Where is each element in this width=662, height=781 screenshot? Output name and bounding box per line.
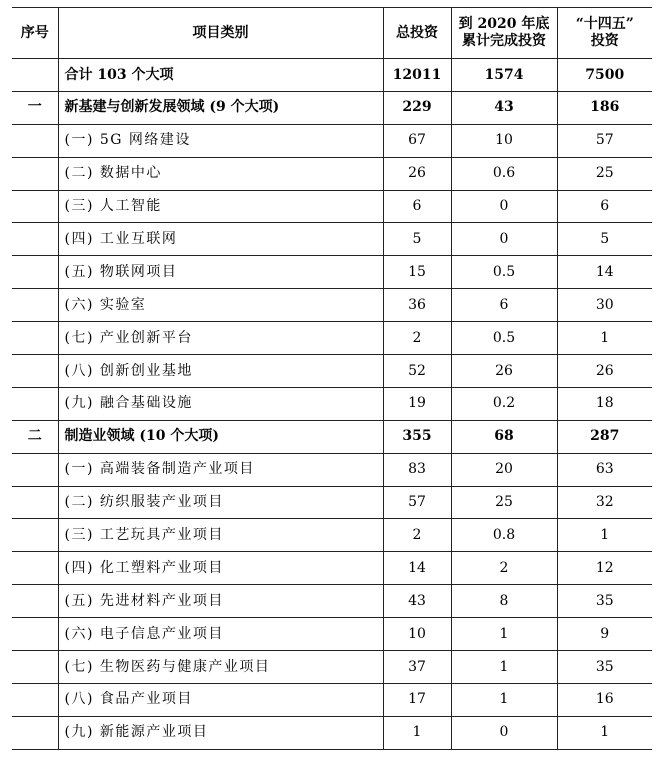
row-total-investment: 17 (383, 683, 451, 716)
row-seq: 一 (12, 91, 58, 124)
row-category: (八) 食品产业项目 (58, 683, 383, 716)
row-14th-plan: 9 (557, 618, 652, 651)
header-14th-plan-line2: 投资 (590, 33, 619, 49)
row-category: (六) 电子信息产业项目 (58, 618, 383, 651)
row-by-2020: 0 (451, 716, 557, 749)
row-14th-plan: 63 (557, 453, 652, 486)
row-14th-plan: 26 (557, 355, 652, 388)
row-by-2020: 0.5 (451, 322, 557, 355)
row-by-2020: 0 (451, 223, 557, 256)
row-total-investment: 6 (383, 190, 451, 223)
row-category: (五) 先进材料产业项目 (58, 585, 383, 618)
row-seq (12, 59, 58, 92)
row-by-2020: 25 (451, 486, 557, 519)
table-row (12, 387, 652, 420)
header-row (12, 8, 652, 59)
row-by-2020: 0 (451, 190, 557, 223)
row-category: 合计 103 个大项 (58, 59, 383, 92)
row-14th-plan: 35 (557, 585, 652, 618)
table-row (12, 223, 652, 256)
row-14th-plan: 1 (557, 519, 652, 552)
row-total-investment: 1 (383, 716, 451, 749)
row-seq (12, 223, 58, 256)
row-category: (四) 工业互联网 (58, 223, 383, 256)
row-category: (四) 化工塑料产业项目 (58, 552, 383, 585)
table-row (12, 190, 652, 223)
row-total-investment: 12011 (383, 59, 451, 92)
table-row (12, 256, 652, 289)
row-14th-plan: 287 (557, 420, 652, 453)
table-header (12, 8, 652, 59)
row-category: (九) 融合基础设施 (58, 387, 383, 420)
row-by-2020: 26 (451, 355, 557, 388)
row-by-2020: 68 (451, 420, 557, 453)
header-by-2020-line1: 到 2020 年底 (458, 16, 550, 33)
header-total-investment: 总投资 (383, 8, 451, 59)
row-total-investment: 10 (383, 618, 451, 651)
row-total-investment: 37 (383, 651, 451, 684)
row-seq (12, 355, 58, 388)
header-category: 项目类别 (58, 8, 383, 59)
row-14th-plan: 57 (557, 124, 652, 157)
row-by-2020: 20 (451, 453, 557, 486)
row-14th-plan: 1 (557, 322, 652, 355)
row-by-2020: 6 (451, 289, 557, 322)
header-14th-plan (557, 8, 652, 59)
header-by-2020 (451, 8, 557, 59)
table-row (12, 486, 652, 519)
row-seq (12, 486, 58, 519)
row-by-2020: 1 (451, 683, 557, 716)
row-seq (12, 453, 58, 486)
row-by-2020: 8 (451, 585, 557, 618)
row-seq (12, 585, 58, 618)
row-by-2020: 0.2 (451, 387, 557, 420)
row-seq (12, 190, 58, 223)
table-row (12, 157, 652, 190)
row-14th-plan: 32 (557, 486, 652, 519)
row-total-investment: 26 (383, 157, 451, 190)
row-seq (12, 552, 58, 585)
row-14th-plan: 35 (557, 651, 652, 684)
row-total-investment: 52 (383, 355, 451, 388)
row-14th-plan: 5 (557, 223, 652, 256)
table-row (12, 651, 652, 684)
row-category: (五) 物联网项目 (58, 256, 383, 289)
row-total-investment: 229 (383, 91, 451, 124)
row-by-2020: 1 (451, 651, 557, 684)
row-by-2020: 1 (451, 618, 557, 651)
table-row (12, 585, 652, 618)
investment-table-container (12, 7, 652, 750)
row-category: (九) 新能源产业项目 (58, 716, 383, 749)
table-row (12, 355, 652, 388)
row-14th-plan: 1 (557, 716, 652, 749)
row-seq (12, 289, 58, 322)
table-row (12, 289, 652, 322)
row-14th-plan: 14 (557, 256, 652, 289)
row-seq (12, 651, 58, 684)
row-category: (二) 纺织服装产业项目 (58, 486, 383, 519)
row-seq (12, 519, 58, 552)
header-14th-plan-line1: “十四五” (575, 16, 634, 33)
row-category: (七) 产业创新平台 (58, 322, 383, 355)
row-category: 制造业领域 (10 个大项) (58, 420, 383, 453)
table-row (12, 519, 652, 552)
table-row (12, 322, 652, 355)
row-seq (12, 716, 58, 749)
row-14th-plan: 6 (557, 190, 652, 223)
row-category: (一) 5G 网络建设 (58, 124, 383, 157)
row-category: (六) 实验室 (58, 289, 383, 322)
investment-table (12, 7, 652, 750)
row-category: (一) 高端装备制造产业项目 (58, 453, 383, 486)
row-total-investment: 19 (383, 387, 451, 420)
row-14th-plan: 25 (557, 157, 652, 190)
row-category: (三) 人工智能 (58, 190, 383, 223)
row-14th-plan: 30 (557, 289, 652, 322)
row-by-2020: 43 (451, 91, 557, 124)
row-total-investment: 67 (383, 124, 451, 157)
header-by-2020-line2: 累计完成投资 (462, 33, 546, 49)
row-by-2020: 10 (451, 124, 557, 157)
row-seq (12, 683, 58, 716)
row-total-investment: 2 (383, 322, 451, 355)
row-14th-plan: 186 (557, 91, 652, 124)
row-seq (12, 322, 58, 355)
row-seq (12, 387, 58, 420)
row-14th-plan: 12 (557, 552, 652, 585)
row-seq (12, 618, 58, 651)
row-total-investment: 5 (383, 223, 451, 256)
row-total-investment: 43 (383, 585, 451, 618)
table-body (12, 59, 652, 750)
row-by-2020: 1574 (451, 59, 557, 92)
row-14th-plan: 16 (557, 683, 652, 716)
row-total-investment: 355 (383, 420, 451, 453)
table-row (12, 716, 652, 749)
row-total-investment: 57 (383, 486, 451, 519)
row-total-investment: 2 (383, 519, 451, 552)
row-14th-plan: 18 (557, 387, 652, 420)
header-seq: 序号 (12, 8, 58, 59)
row-seq (12, 157, 58, 190)
row-seq (12, 124, 58, 157)
row-by-2020: 0.5 (451, 256, 557, 289)
table-row (12, 124, 652, 157)
row-category: 新基建与创新发展领域 (9 个大项) (58, 91, 383, 124)
table-row (12, 618, 652, 651)
table-row (12, 420, 652, 453)
row-by-2020: 0.6 (451, 157, 557, 190)
row-category: (七) 生物医药与健康产业项目 (58, 651, 383, 684)
table-row (12, 453, 652, 486)
row-by-2020: 0.8 (451, 519, 557, 552)
row-total-investment: 83 (383, 453, 451, 486)
table-row (12, 552, 652, 585)
row-category: (二) 数据中心 (58, 157, 383, 190)
row-category: (八) 创新创业基地 (58, 355, 383, 388)
row-seq (12, 256, 58, 289)
row-total-investment: 15 (383, 256, 451, 289)
row-14th-plan: 7500 (557, 59, 652, 92)
row-by-2020: 2 (451, 552, 557, 585)
table-row (12, 683, 652, 716)
table-row (12, 59, 652, 92)
row-category: (三) 工艺玩具产业项目 (58, 519, 383, 552)
row-seq: 二 (12, 420, 58, 453)
table-row (12, 91, 652, 124)
row-total-investment: 36 (383, 289, 451, 322)
row-total-investment: 14 (383, 552, 451, 585)
